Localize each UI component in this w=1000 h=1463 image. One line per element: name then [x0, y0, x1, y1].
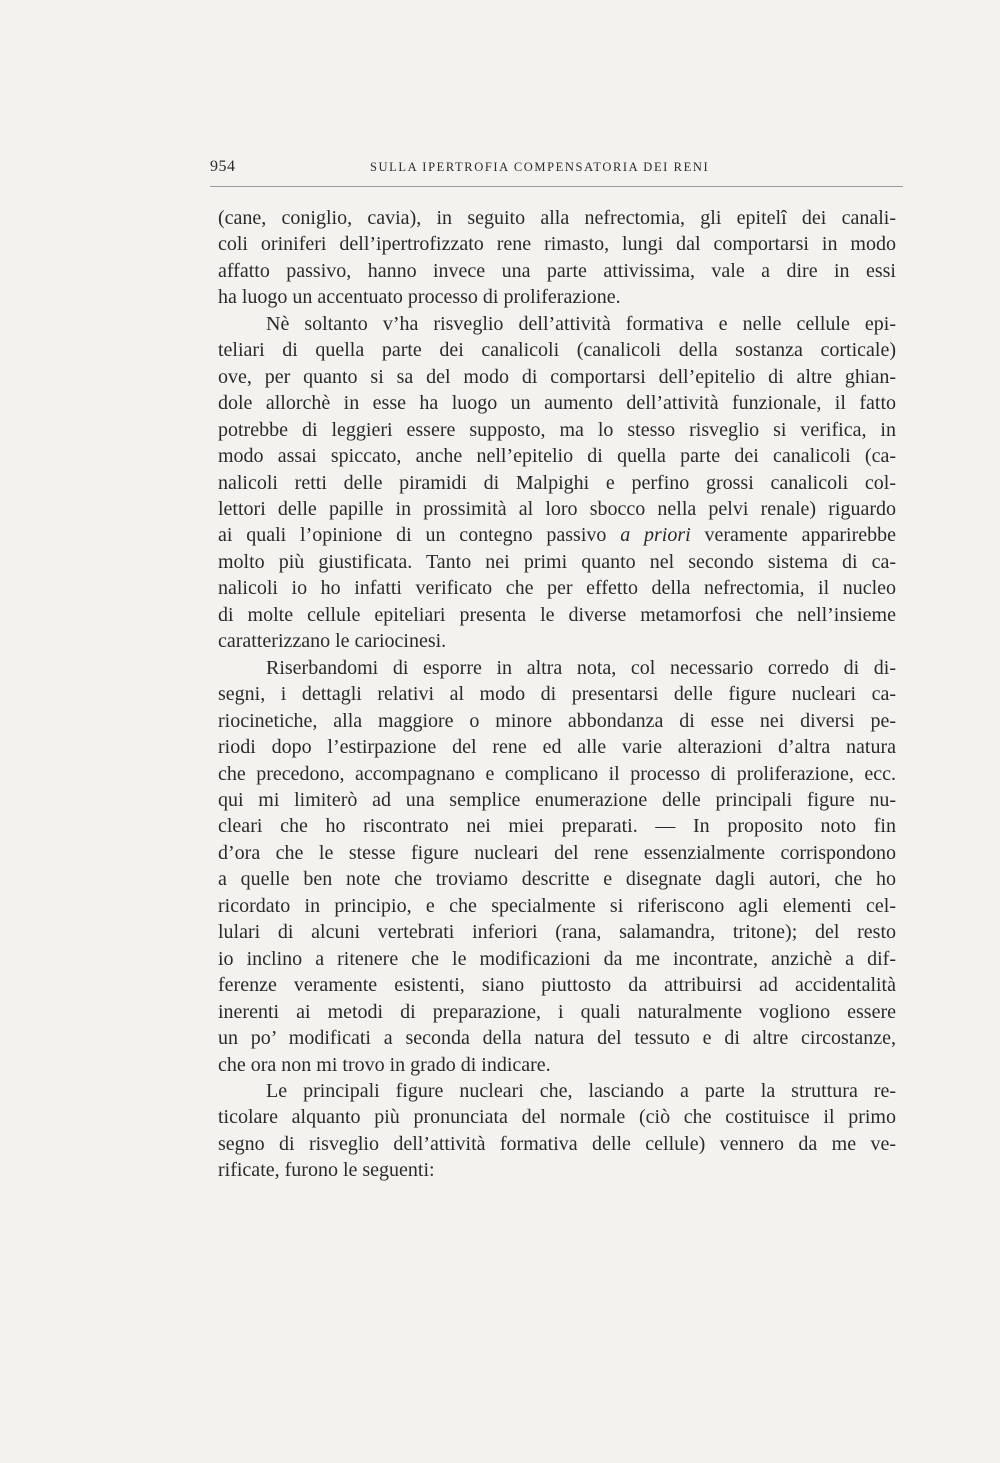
- running-title: SULLA IPERTROFIA COMPENSATORIA DEI RENI: [370, 160, 710, 174]
- paragraph-4: [218, 1078, 896, 1184]
- text-line: coli oriniferi dell’ipertrofizzato rene rimasto, lungi dal comportarsi in modo: [218, 233, 896, 256]
- header-rule: [210, 186, 903, 187]
- text-line: (cane, coniglio, cavia), in seguito alla nefrectomia, gli epitelî dei canali-: [218, 207, 896, 229]
- paragraph-1: [218, 205, 896, 311]
- text-line: teliari di quella parte dei canalicoli (canalicoli della sostanza corticale): [218, 339, 896, 362]
- text-line: nalicoli retti delle piramidi di Malpighi e perfino grossi canalicoli col-: [218, 471, 896, 494]
- text-line: caratterizzano le cariocinesi.: [218, 630, 447, 653]
- text-line: qui mi limiterò ad una semplice enumerazione delle principali figure nu-: [218, 788, 896, 811]
- text-line: che ora non mi trovo in grado di indicare.: [218, 1053, 551, 1076]
- text-line: d’ora che le stesse figure nucleari del rene essenzialmente corrispondono: [218, 841, 896, 864]
- text-line: molto più giustificata. Tanto nei primi quanto nel secondo sistema di ca-: [218, 550, 896, 573]
- text-line: Riserbandomi di esporre in altra nota, col necessario corredo di di-: [266, 656, 896, 679]
- text-line: rificate, furono le seguenti:: [218, 1159, 435, 1182]
- text-line: segno di risveglio dell’attività formativa delle cellule) vennero da me ve-: [218, 1132, 896, 1155]
- text-line: di molte cellule epiteliari presenta le diverse metamorfosi che nell’insieme: [218, 603, 896, 626]
- text-line: lulari di alcuni vertebrati inferiori (rana, salamandra, tritone); del resto: [218, 921, 896, 944]
- page-header: [210, 156, 903, 182]
- text-line: ferenze veramente esistenti, siano piuttosto da attribuirsi ad accidentalità: [218, 974, 896, 997]
- body-text: [218, 205, 896, 1184]
- text-line: riocinetiche, alla maggiore o minore abbondanza di esse nei diversi pe-: [218, 709, 896, 732]
- paragraph-3: [218, 655, 896, 1078]
- text-line: cleari che ho riscontrato nei miei preparati. — In proposito noto fin: [218, 815, 896, 838]
- paragraph-2: [218, 311, 896, 655]
- italic-phrase: a priori: [620, 524, 691, 547]
- text-line: segni, i dettagli relativi al modo di presentarsi delle figure nucleari ca-: [218, 683, 896, 706]
- text-line: ricordato in principio, e che specialmente si riferiscono agli elementi cel-: [218, 894, 896, 917]
- text-line: nalicoli io ho infatti verificato che per effetto della nefrectomia, il nucleo: [218, 577, 896, 600]
- text-line: ticolare alquanto più pronunciata del normale (ciò che costituisce il primo: [218, 1106, 896, 1129]
- text-line: lettori delle papille in prossimità al loro sbocco nella pelvi renale) riguardo: [218, 497, 896, 520]
- text-line: inerenti ai metodi di preparazione, i quali naturalmente vogliono essere: [218, 1000, 896, 1023]
- text-line: ove, per quanto si sa del modo di comportarsi dell’epitelio di altre ghian-: [218, 365, 896, 388]
- text-line: che precedono, accompagnano e complicano il processo di proliferazione, ecc.: [218, 762, 896, 785]
- text-line: a quelle ben note che troviamo descritte e disegnate dagli autori, che ho: [218, 868, 896, 891]
- text-line: potrebbe di leggieri essere supposto, ma lo stesso risveglio si verifica, in: [218, 418, 896, 441]
- page-number: 954: [210, 158, 236, 175]
- text-line: Le principali figure nucleari che, lasciando a parte la struttura re-: [266, 1079, 896, 1102]
- text-line: un po’ modificati a seconda della natura del tessuto e di altre circostanze,: [218, 1027, 896, 1050]
- text-line: riodi dopo l’estirpazione del rene ed alle varie alterazioni d’altra natura: [218, 736, 896, 759]
- text-line: Nè soltanto v’ha risveglio dell’attività formativa e nelle cellule epi-: [266, 312, 896, 335]
- text-line: ai quali l’opinione di un contegno passivo a priori veramente apparirebbe: [218, 524, 896, 547]
- text-line: io inclino a ritenere che le modificazioni da me incontrate, anzichè a dif-: [218, 947, 896, 970]
- text-line: affatto passivo, hanno invece una parte attivissima, vale a dire in essi: [218, 259, 896, 282]
- text-line: dole allorchè in esse ha luogo un aumento dell’attività funzionale, il fatto: [218, 392, 896, 415]
- text-line: ha luogo un accentuato processo di proliferazione.: [218, 286, 621, 309]
- text-line: modo assai spiccato, anche nell’epitelio di quella parte dei canalicoli (ca-: [218, 445, 896, 468]
